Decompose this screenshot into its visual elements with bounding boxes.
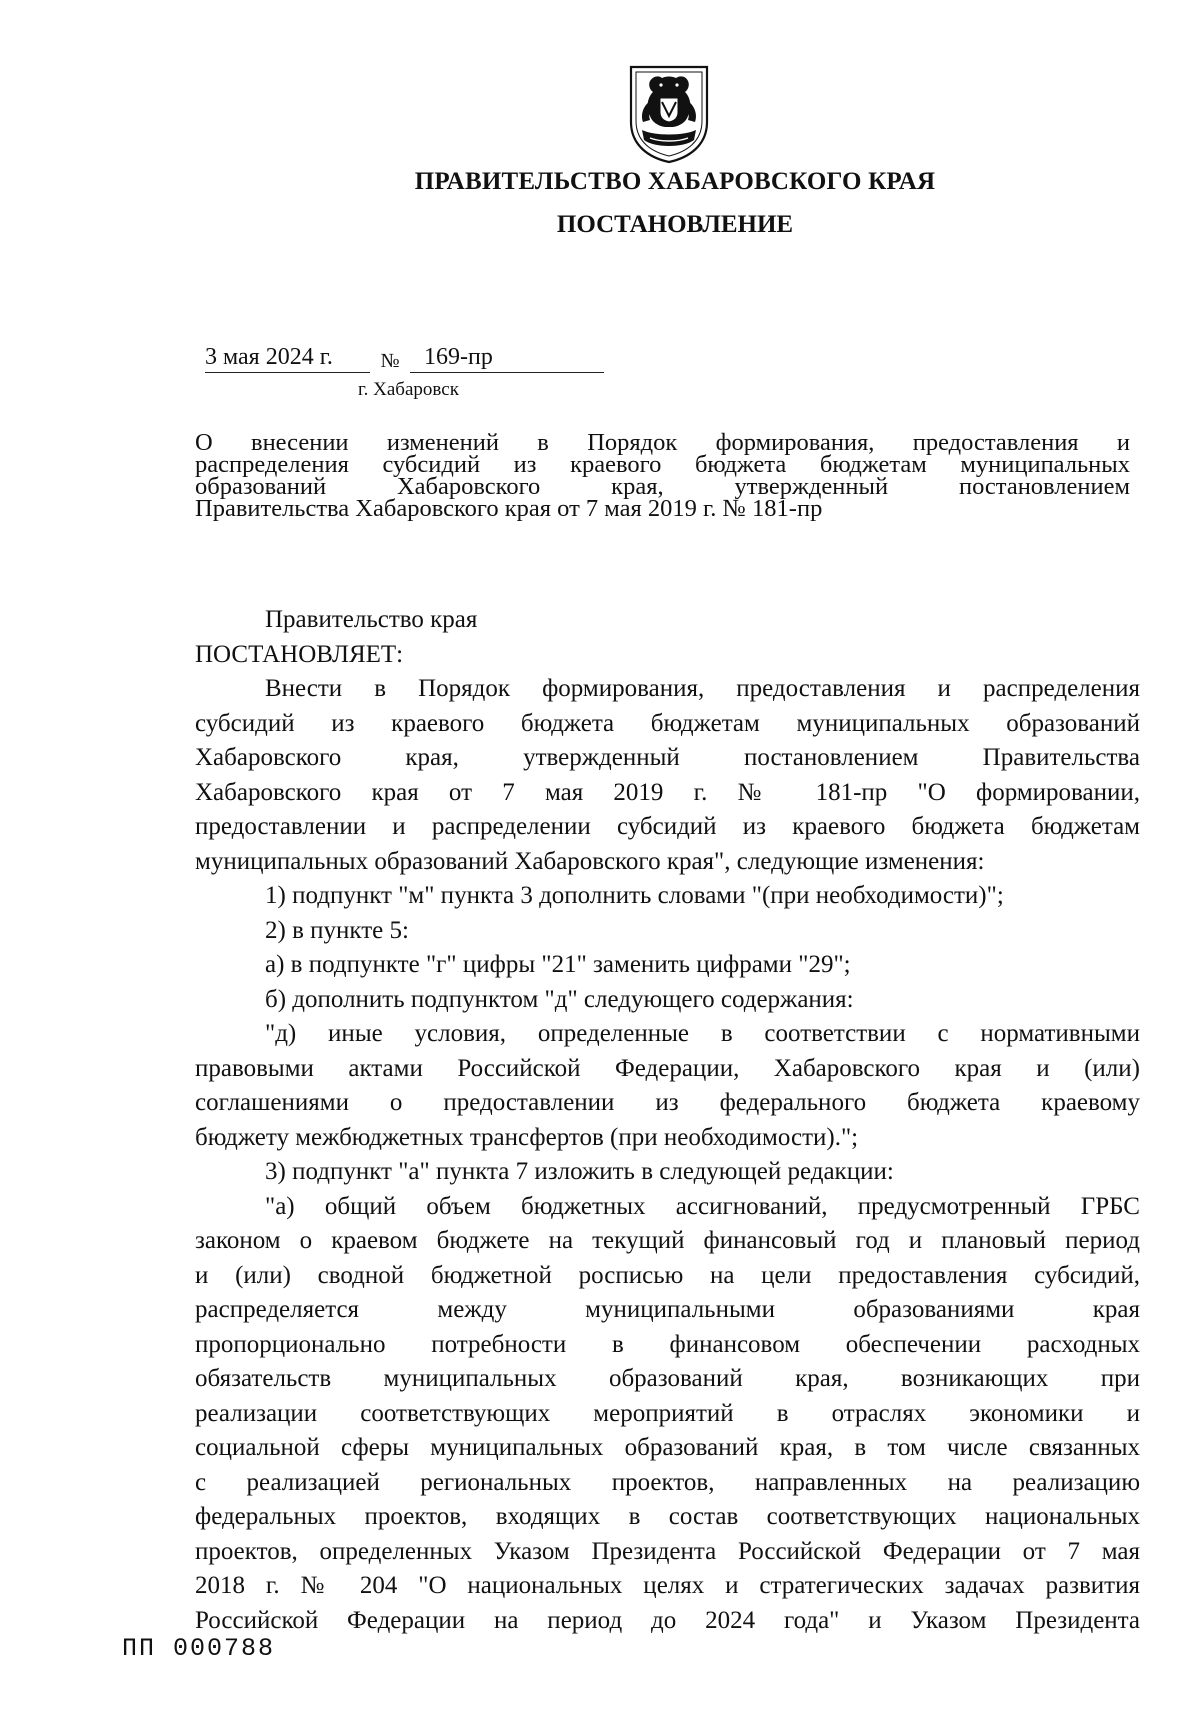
subject-line: Правительства Хабаровского края от 7 мая 2019 г. № 181-пр [195, 495, 823, 522]
body-line: муниципальных образований Хабаровского края", следующие изменения: [195, 847, 985, 875]
form-serial-code: ПП 000788 [122, 1634, 276, 1663]
amendment-item-3: 3) подпункт "а" пункта 7 изложить в следующей редакции: [265, 1158, 894, 1185]
body-line: законом о краевом бюджете на текущий финансовый год и плановый период [195, 1227, 1140, 1254]
body-line: обязательств муниципальных образований края, возникающих при [195, 1365, 1140, 1392]
body-line: реализации соответствующих мероприятий в отраслях экономики и [195, 1399, 1140, 1427]
subject-line: О внесении изменений в Порядок формирования, предоставления и [195, 429, 1130, 456]
body-line: "д) иные условия, определенные в соответствии с нормативными [265, 1020, 1140, 1047]
number-sign: № [380, 350, 400, 372]
preamble-government: Правительство края [265, 606, 478, 633]
amendment-item-2a: а) в подпункте "г" цифры "21" заменить цифрами "29"; [265, 951, 851, 978]
body-line: пропорционально потребности в финансовом обеспечении расходных [195, 1330, 1140, 1358]
intro-paragraph [195, 672, 1140, 879]
body-line: Внести в Порядок формирования, предоставления и распределения [265, 675, 1140, 702]
document-number: 169-пр [410, 344, 604, 373]
preamble-resolves: ПОСТАНОВЛЯЕТ: [195, 640, 404, 668]
body-line: "а) общий объем бюджетных ассигнований, предусмотренный ГРБС [265, 1192, 1140, 1220]
body-line: и (или) сводной бюджетной росписью на цели предоставления субсидий, [195, 1261, 1140, 1289]
organization-title: ПРАВИТЕЛЬСТВО ХАБАРОВСКОГО КРАЯ [414, 168, 936, 195]
body-line: федеральных проектов, входящих в состав соответствующих национальных [195, 1503, 1140, 1530]
body-line: предоставлении и распределении субсидий из краевого бюджета бюджетам [195, 813, 1140, 840]
subject-line: образований Хабаровского края, утвержденный постановлением [195, 473, 1130, 500]
body-line: правовыми актами Российской Федерации, Хабаровского края и (или) [195, 1054, 1140, 1082]
date-number-line [205, 344, 604, 374]
body-line: социальной сферы муниципальных образований края, в том числе связанных [195, 1434, 1140, 1461]
amendment-item-2: 2) в пункте 5: [265, 916, 409, 944]
quoted-subitem-d [195, 1017, 1140, 1155]
document-body [195, 603, 1140, 1638]
body-line: 2018 г. № 204 "О национальных целях и стратегических задачах развития [195, 1572, 1140, 1599]
body-line: проектов, определенных Указом Президента Российской Федерации от 7 мая [195, 1537, 1140, 1565]
subject-line: распределения субсидий из краевого бюджета бюджетам муниципальных [195, 451, 1130, 478]
body-line: распределяется между муниципальными образованиями края [195, 1296, 1140, 1323]
body-line: соглашениями о предоставлении из федерального бюджета краевому [195, 1089, 1140, 1116]
document-subject [195, 429, 1130, 522]
document-city: г. Хабаровск [358, 379, 459, 400]
quoted-subitem-a [195, 1190, 1140, 1639]
amendment-item-2b: б) дополнить подпунктом "д" следующего содержания: [265, 985, 854, 1013]
coat-of-arms-icon [628, 64, 710, 164]
body-line: Хабаровского края, утвержденный постановлением Правительства [195, 744, 1140, 771]
amendment-item-1: 1) подпункт "м" пункта 3 дополнить словами "(при необходимости)"; [265, 882, 1004, 909]
body-line: Российской Федерации на период до 2024 года" и Указом Президента [195, 1606, 1140, 1634]
document-type-title: ПОСТАНОВЛЕНИЕ [556, 211, 794, 238]
body-line: с реализацией региональных проектов, направленных на реализацию [195, 1468, 1140, 1496]
document-date: 3 мая 2024 г. [205, 344, 370, 373]
body-line: субсидий из краевого бюджета бюджетам муниципальных образований [195, 709, 1140, 737]
body-line: бюджету межбюджетных трансфертов (при необходимости)."; [195, 1123, 859, 1151]
body-line: Хабаровского края от 7 мая 2019 г. № 181-пр "О формировании, [195, 778, 1140, 806]
